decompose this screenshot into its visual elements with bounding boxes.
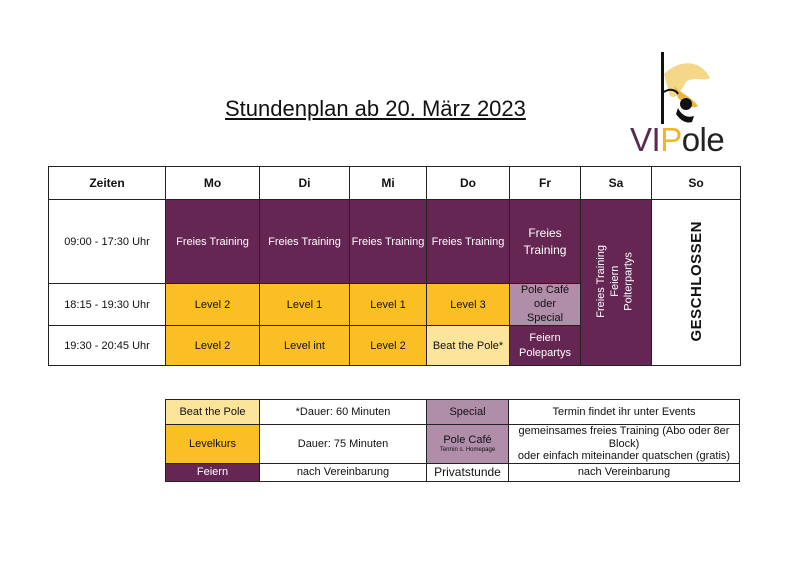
header-row [49, 167, 741, 200]
legend-label: Levelkurs [166, 425, 260, 464]
col-do: Do [427, 167, 510, 200]
legend-desc: *Dauer: 60 Minuten [260, 400, 427, 425]
legend-desc: nach Vereinbarung [260, 463, 427, 481]
slot-fr [510, 326, 581, 366]
legend-desc-line: gemeinsames freies Training (Abo oder 8er Block) [518, 425, 730, 450]
slot-di: Freies Training [260, 200, 350, 284]
slot-fr [510, 284, 581, 326]
logo-vi: VI [630, 121, 661, 158]
col-mo: Mo [166, 167, 260, 200]
slot-do: Beat the Pole* [427, 326, 510, 366]
slot-sa-line: Freies Training [595, 244, 608, 318]
col-fr: Fr [510, 167, 581, 200]
legend-label [427, 425, 509, 464]
table-row [49, 200, 741, 284]
schedule-table [48, 166, 741, 366]
legend-label: Privatstunde [427, 463, 509, 481]
slot-sa-line: Feiern [609, 265, 622, 297]
slot-do: Freies Training [427, 200, 510, 284]
closed-label: GESCHLOSSEN [687, 220, 705, 342]
legend-desc-line: oder einfach miteinander quatschen (gratis) [517, 450, 731, 463]
slot-do: Level 3 [427, 284, 510, 326]
legend-desc: Termin findet ihr unter Events [509, 400, 740, 425]
slot-mo: Level 2 [166, 326, 260, 366]
legend-desc: Dauer: 75 Minuten [260, 425, 427, 464]
legend-desc [509, 425, 740, 464]
slot-sa [581, 200, 652, 366]
slot-so [652, 200, 741, 366]
slot-sa-text [595, 245, 636, 318]
legend-row [166, 463, 740, 481]
col-so: So [652, 167, 741, 200]
slot-mo: Level 2 [166, 284, 260, 326]
logo-wordmark [630, 121, 724, 159]
col-sa: Sa [581, 167, 652, 200]
slot-fr-line: Special [526, 311, 564, 324]
logo-ole: ole [681, 121, 725, 158]
col-zeiten: Zeiten [49, 167, 166, 200]
slot-fr-line: oder [533, 297, 557, 310]
slot-di: Level int [260, 326, 350, 366]
legend-table [165, 399, 740, 482]
slot-mi: Freies Training [350, 200, 427, 284]
logo-p: P [660, 121, 682, 158]
slot-sa-line: Polterpartys [622, 251, 635, 311]
legend-label-sub: Termin s. Homepage [439, 446, 496, 453]
slot-fr-line: Pole Café [520, 284, 570, 296]
legend-label: Feiern [166, 463, 260, 481]
slot-mi: Level 1 [350, 284, 427, 326]
slot-mo: Freies Training [166, 200, 260, 284]
time-cell: 18:15 - 19:30 Uhr [49, 284, 166, 326]
slot-fr-line: Feiern [529, 332, 561, 345]
slot-di: Level 1 [260, 284, 350, 326]
col-mi: Mi [350, 167, 427, 200]
legend-label: Beat the Pole [166, 400, 260, 425]
time-cell: 09:00 - 17:30 Uhr [49, 200, 166, 284]
slot-fr-line: Freies [528, 226, 562, 241]
page-title: Stundenplan ab 20. März 2023 [225, 96, 526, 121]
legend-desc: nach Vereinbarung [509, 463, 740, 481]
legend-row [166, 400, 740, 425]
slot-fr [510, 200, 581, 284]
legend-row [166, 425, 740, 464]
slot-mi: Level 2 [350, 326, 427, 366]
time-cell: 19:30 - 20:45 Uhr [49, 326, 166, 366]
slot-fr-line: Training [523, 242, 567, 257]
slot-fr-line: Polepartys [519, 346, 571, 359]
legend-label-main: Pole Café [443, 434, 492, 447]
col-di: Di [260, 167, 350, 200]
legend-label: Special [427, 400, 509, 425]
